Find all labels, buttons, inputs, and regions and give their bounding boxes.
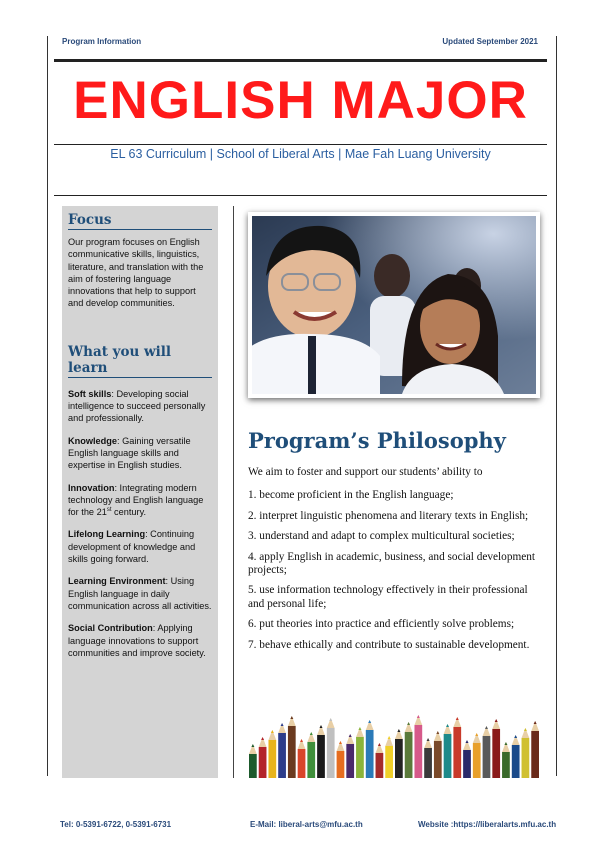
page-subtitle: EL 63 Curriculum | School of Liberal Arts | Mae Fah Luang University	[110, 147, 491, 161]
title-bottom-rule	[54, 144, 547, 145]
learn-item-soft-skills	[68, 388, 212, 425]
philosophy-point: 2. interpret linguistic phenomena and literary texts in English;	[248, 509, 529, 522]
learn-item-term: Learning Environment	[68, 576, 166, 587]
pencil	[424, 738, 432, 778]
learn-item-text: : Integrating modern technology and English language for the 21	[68, 482, 204, 518]
footer-email: E-Mail: liberal-arts@mfu.ac.th	[250, 820, 363, 829]
pencil	[512, 735, 520, 778]
learn-item-term: Knowledge	[68, 435, 118, 446]
pencil	[453, 717, 461, 778]
pencil	[278, 723, 286, 778]
ordinal-suffix: st	[106, 507, 112, 514]
pencil	[473, 733, 481, 778]
learn-item-text: : Continuing development of knowledge and skills going forward.	[68, 529, 196, 565]
pencil	[414, 715, 422, 778]
pencil	[298, 739, 306, 778]
philosophy-point: 1. become proficient in the English language;	[248, 489, 454, 502]
pencil	[317, 725, 325, 778]
pencil	[288, 716, 296, 778]
learn-heading: What you will learn	[68, 344, 212, 378]
students-photo-illustration	[252, 216, 536, 394]
learn-item-text: : Applying language innovations to support communities and improve society.	[68, 623, 206, 658]
learn-item-term: Innovation	[68, 482, 115, 493]
updated-date-label: Updated September 2021	[442, 37, 538, 46]
pencil	[531, 721, 539, 778]
right-margin-rule	[556, 36, 557, 776]
footer-website: Website :https://liberalarts.mfu.ac.th	[418, 820, 557, 829]
philosophy-point: 5. use information technology effectively in their professional and personal life;	[248, 584, 528, 610]
pencil	[346, 734, 354, 778]
pencil	[259, 737, 267, 778]
philosophy-point: 7. behave ethically and contribute to sustainable development.	[248, 638, 530, 651]
column-divider	[233, 206, 234, 778]
philosophy-intro: We aim to foster and support our students’ ability to	[248, 466, 483, 478]
pencil	[385, 736, 393, 778]
pencil	[434, 731, 442, 778]
learn-item-term: Lifelong Learning	[68, 529, 146, 540]
program-info-label: Program Information	[62, 37, 142, 46]
learn-item-social-contribution	[68, 622, 212, 659]
subtitle-bottom-rule	[54, 195, 547, 196]
pencil	[337, 741, 345, 778]
footer-telephone: Tel: 0-5391-6722, 0-5391-6731	[60, 820, 172, 829]
pencil	[327, 718, 335, 778]
pencil	[502, 742, 510, 778]
focus-heading: Focus	[68, 212, 212, 230]
learn-item-text: : Using English language in daily communication across all activities.	[68, 576, 212, 611]
learn-item-text: : Gaining versatile English language skills and expertise in English studies.	[68, 435, 191, 471]
pencil	[307, 732, 315, 778]
colored-pencils-illustration	[248, 704, 540, 778]
learn-item-learning-environment	[68, 575, 212, 612]
sidebar-panel	[62, 206, 218, 778]
learn-item-term: Soft skills	[68, 388, 112, 399]
pencil	[463, 740, 471, 778]
learn-item-lifelong-learning	[68, 528, 212, 565]
learn-item-text: : Developing social intelligence to succeed personally and professionally.	[68, 388, 206, 424]
pencil	[405, 722, 413, 778]
learn-item-term: Social Contribution	[68, 623, 153, 634]
pencil	[376, 743, 384, 778]
learn-item-tail: century.	[111, 507, 147, 518]
philosophy-point: 4. apply English in academic, business, and social development projects;	[248, 550, 536, 577]
students-photo	[248, 212, 540, 398]
pencil	[522, 728, 530, 778]
focus-text: Our program focuses on English communicative skills, linguistics, literature, and translation with the aim of fostering language innovations that help to support and develop communities.	[68, 237, 204, 309]
left-margin-rule	[47, 36, 48, 776]
learn-item-innovation	[68, 482, 212, 519]
philosophy-body	[248, 466, 544, 659]
pencil	[483, 726, 491, 778]
philosophy-point: 6. put theories into practice and efficiently solve problems;	[248, 618, 515, 631]
top-title-rule	[54, 59, 547, 62]
pencil	[444, 724, 452, 778]
pencil	[268, 730, 276, 778]
learn-item-knowledge	[68, 435, 212, 472]
philosophy-heading: Program’s Philosophy	[248, 428, 506, 453]
page-title: ENGLISH MAJOR	[73, 71, 528, 130]
philosophy-point: 3. understand and adapt to complex multicultural societies;	[248, 530, 515, 543]
pencil	[492, 719, 500, 778]
pencil	[356, 727, 364, 778]
pencil	[395, 729, 403, 778]
pencil	[366, 720, 374, 778]
pencil	[249, 744, 257, 778]
